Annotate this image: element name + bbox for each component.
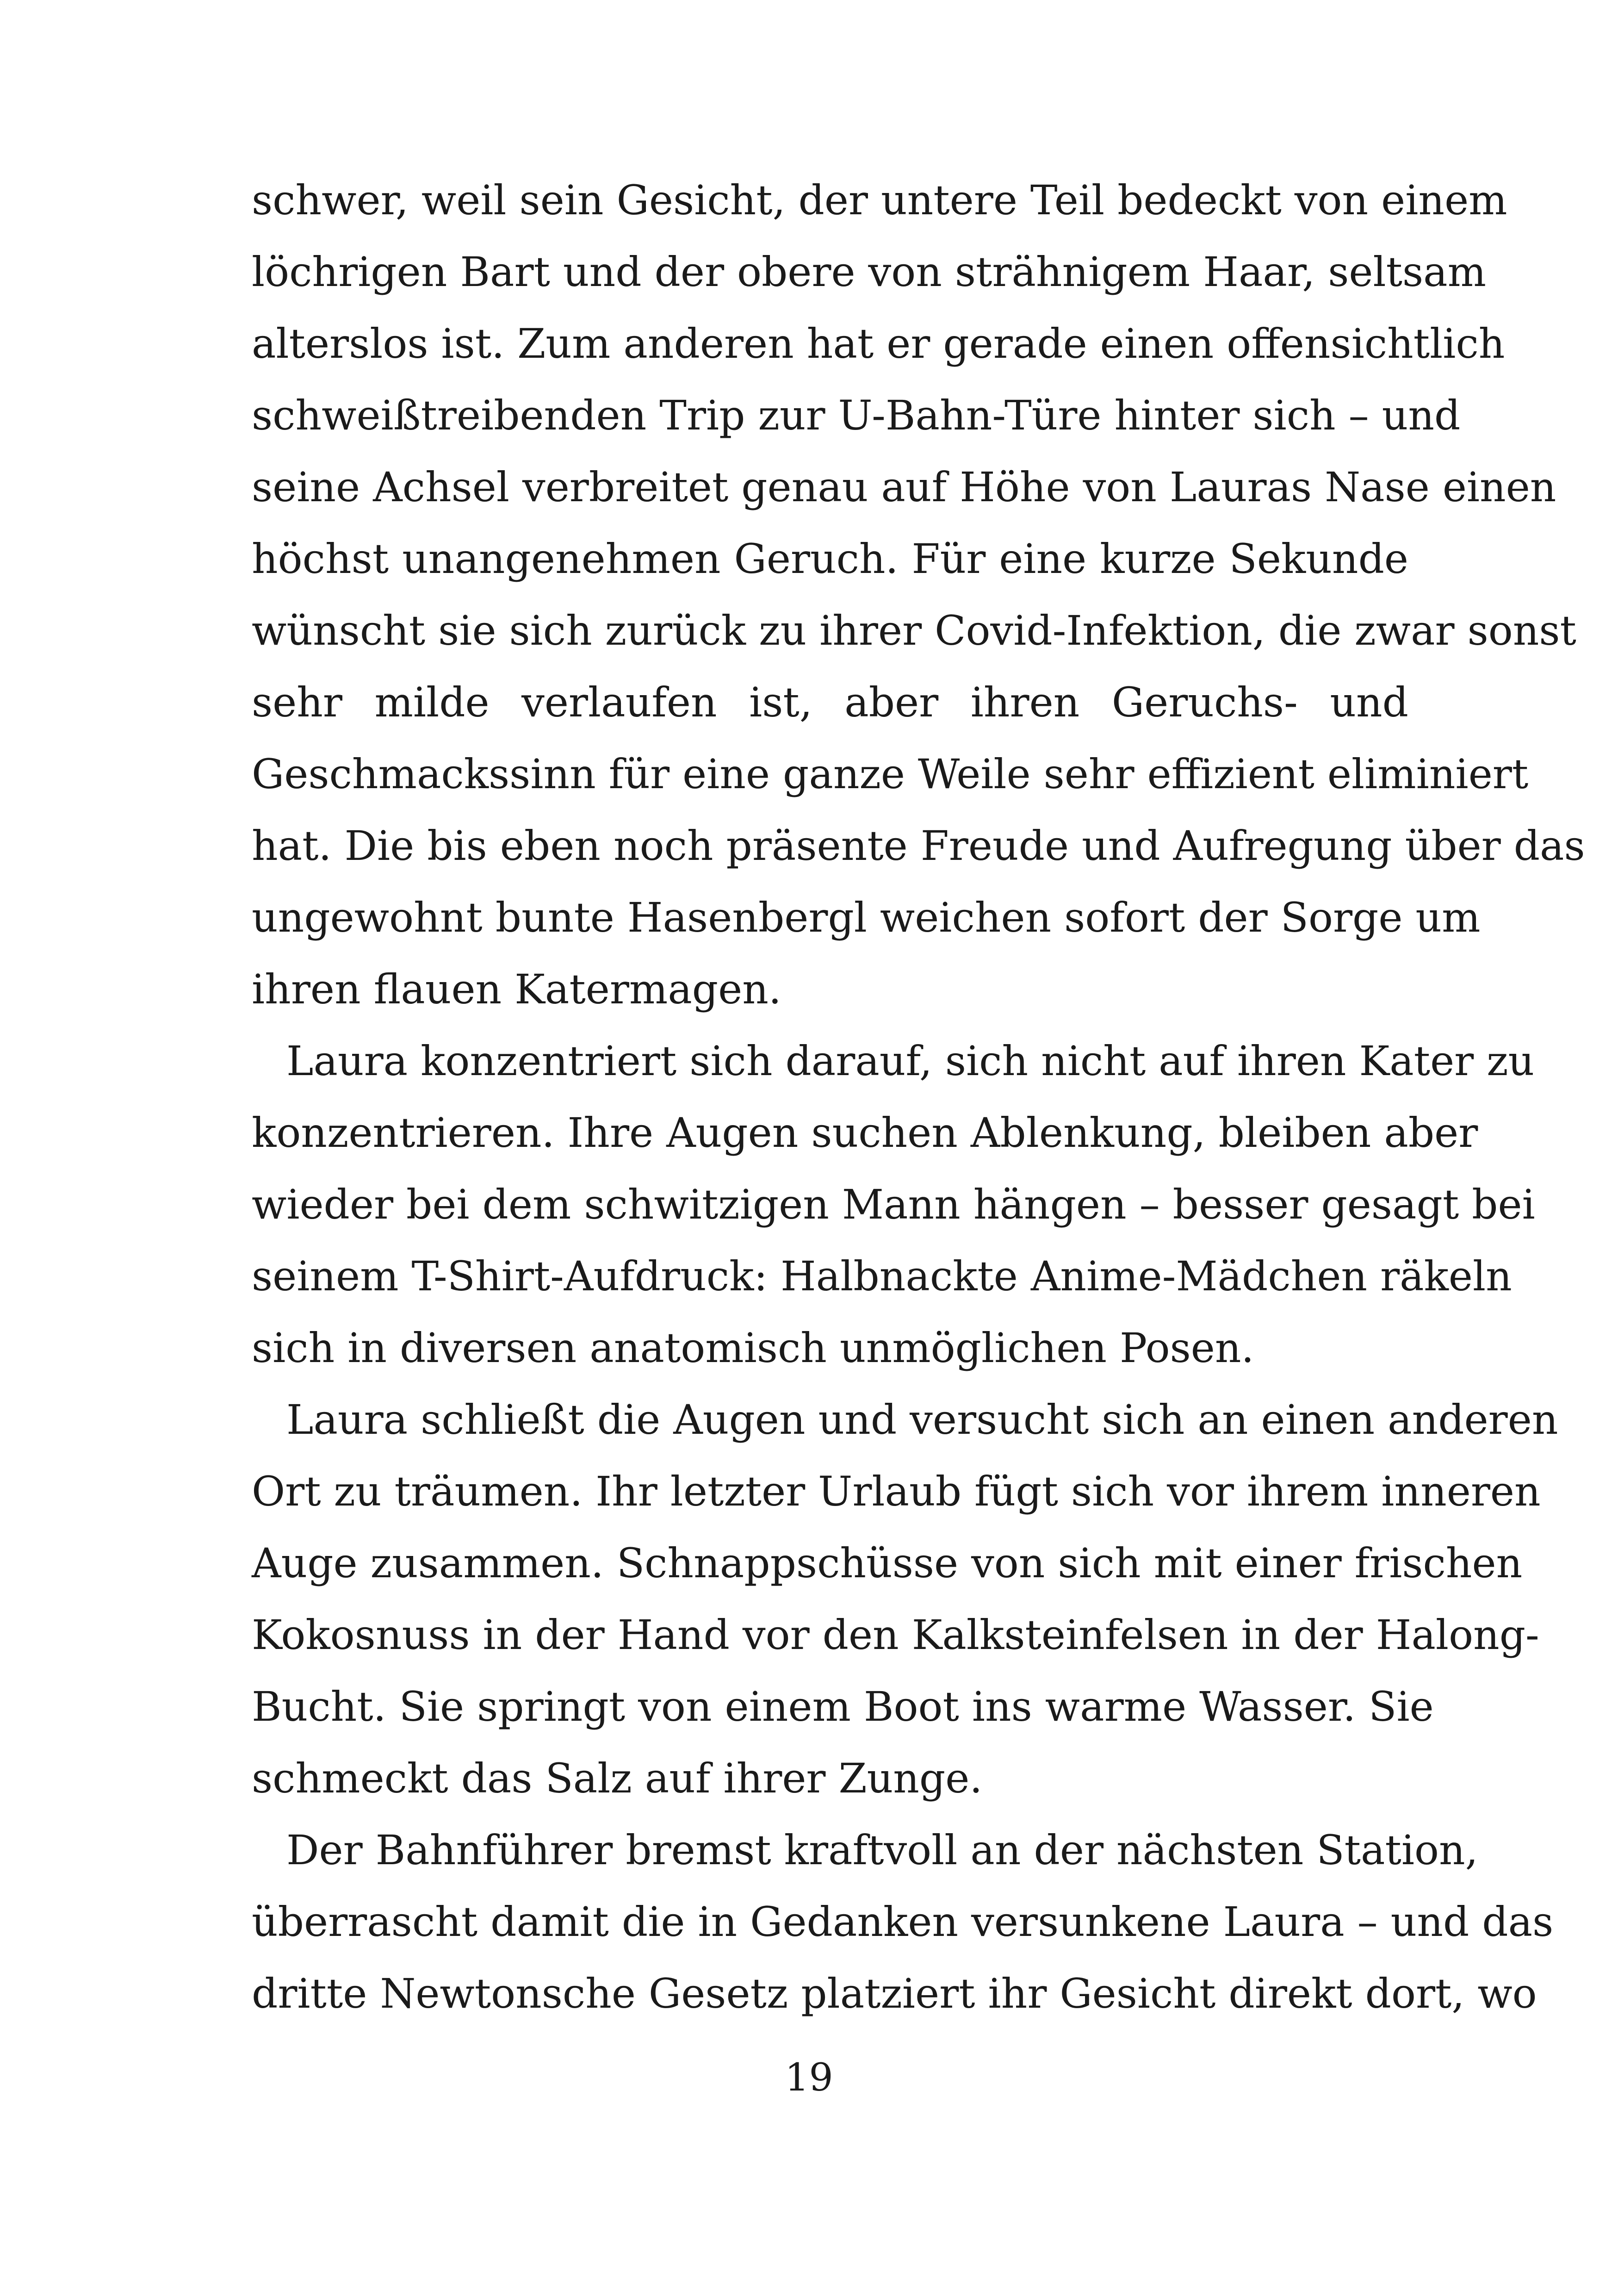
text-line: Auge zusammen. Schnappschüsse von sich mit einer frischen	[252, 1539, 1523, 1587]
text-line: löchrigen Bart und der obere von strähnigem Haar, seltsam	[252, 248, 1487, 296]
text-line: seine Achsel verbreitet genau auf Höhe von Lauras Nase einen	[252, 463, 1556, 511]
text-line: höchst unangenehmen Geruch. Für eine kurze Sekunde	[252, 535, 1408, 583]
text-line: Ort zu träumen. Ihr letzter Urlaub fügt sich vor ihrem inneren	[252, 1468, 1541, 1515]
text-line: schwer, weil sein Gesicht, der untere Teil bedeckt von einem	[252, 176, 1507, 224]
text-line: seinem T-Shirt-Aufdruck: Halbnackte Anime-Mädchen räkeln	[252, 1252, 1512, 1300]
paragraph-first-line: Laura konzentriert sich darauf, sich nicht auf ihren Kater zu	[286, 1037, 1535, 1085]
text-line: Kokosnuss in der Hand vor den Kalksteinfelsen in der Halong-	[252, 1611, 1539, 1659]
text-line: hat. Die bis eben noch präsente Freude und Aufregung über das	[252, 822, 1585, 870]
text-line: sehr milde verlaufen ist, aber ihren Geruchs- und	[252, 678, 1408, 726]
page-number: 19	[785, 2056, 833, 2100]
text-line: wünscht sie sich zurück zu ihrer Covid-Infektion, die zwar sonst	[252, 607, 1576, 654]
text-line: sich in diversen anatomisch unmöglichen Posen.	[252, 1324, 1254, 1372]
text-line: schmeckt das Salz auf ihrer Zunge.	[252, 1755, 983, 1802]
paragraph-first-line: Laura schließt die Augen und versucht sich an einen anderen	[286, 1396, 1558, 1444]
text-line: dritte Newtonsche Gesetz platziert ihr Gesicht direkt dort, wo	[252, 1970, 1537, 2017]
text-line: überrascht damit die in Gedanken versunkene Laura – und das	[252, 1898, 1554, 1946]
text-line: konzentrieren. Ihre Augen suchen Ablenkung, bleiben aber	[252, 1109, 1478, 1157]
body-text	[252, 164, 1585, 2029]
text-line: wieder bei dem schwitzigen Mann hängen – besser gesagt bei	[252, 1181, 1535, 1228]
text-line: alterslos ist. Zum anderen hat er gerade einen offensichtlich	[252, 320, 1505, 367]
paragraph-first-line: Der Bahnführer bremst kraftvoll an der nächsten Station,	[286, 1826, 1478, 1874]
text-line: schweißtreibenden Trip zur U-Bahn-Türe hinter sich – und	[252, 392, 1461, 439]
text-line: ihren flauen Katermagen.	[252, 965, 781, 1013]
text-line: Geschmackssinn für eine ganze Weile sehr effizient eliminiert	[252, 750, 1529, 798]
text-line: ungewohnt bunte Hasenbergl weichen sofort der Sorge um	[252, 894, 1481, 941]
text-line: Bucht. Sie springt von einem Boot ins warme Wasser. Sie	[252, 1683, 1434, 1730]
